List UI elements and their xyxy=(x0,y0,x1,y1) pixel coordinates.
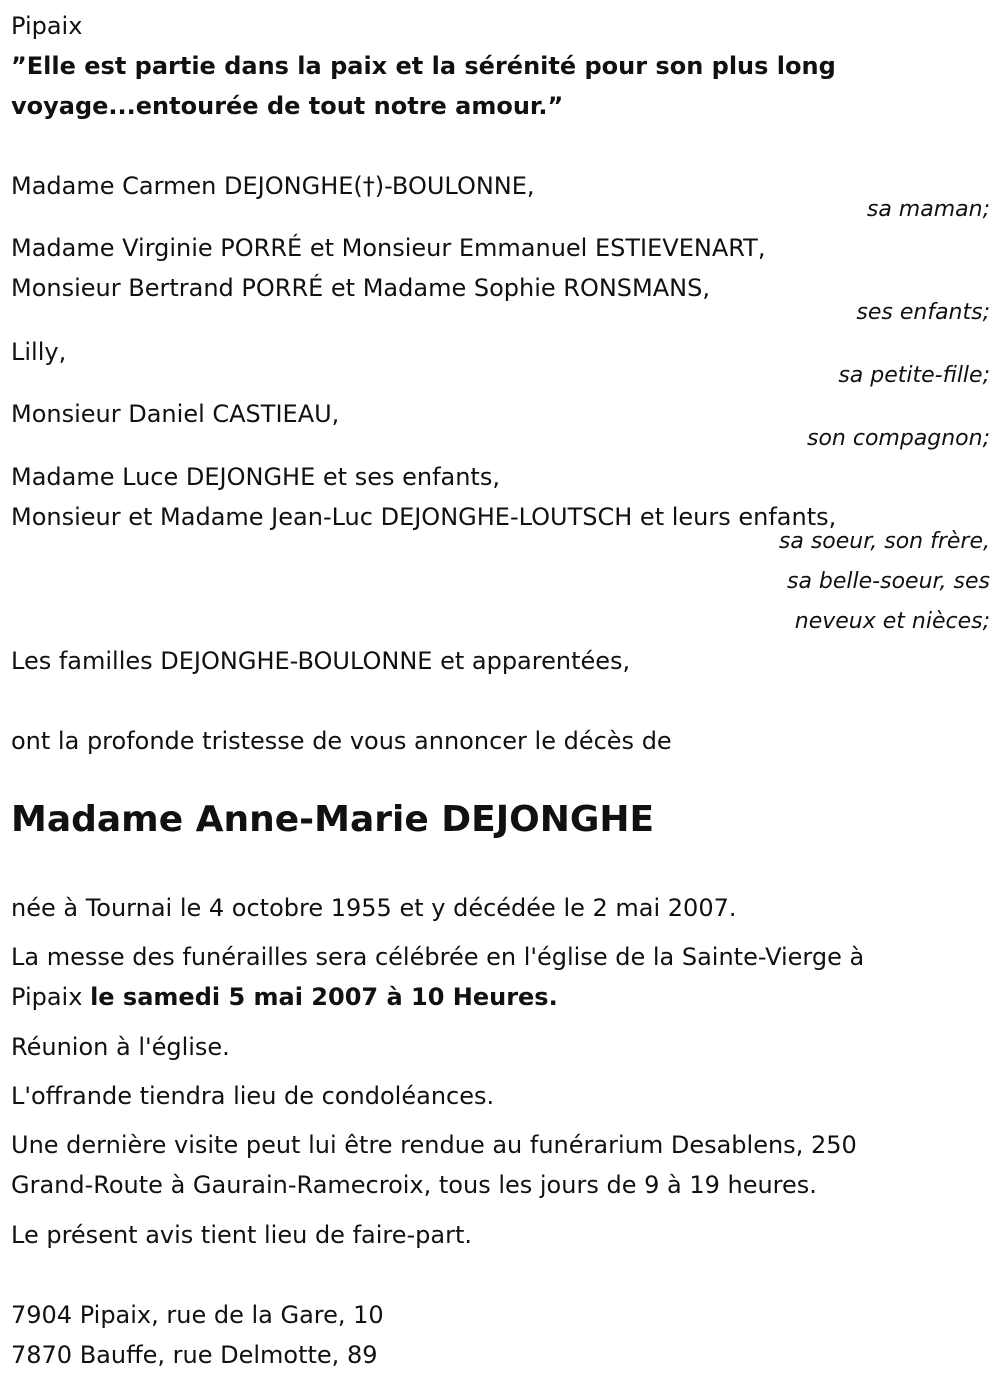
announcement: ont la profonde tristesse de vous annoncer le décès de xyxy=(11,727,672,755)
deceased-name: Madame Anne-Marie DEJONGHE xyxy=(11,799,655,840)
family-member-line: Lilly, xyxy=(11,338,67,366)
address-line: 7904 Pipaix, rue de la Gare, 10 xyxy=(11,1301,384,1329)
mass-place: Pipaix xyxy=(11,983,91,1011)
relation-label: sa maman; xyxy=(866,197,990,222)
offering-info: L'offrande tiendra lieu de condoléances. xyxy=(11,1082,495,1110)
visit-info-line-2: Grand-Route à Gaurain-Ramecroix, tous les jours de 9 à 19 heures. xyxy=(11,1171,817,1199)
family-member-line: Madame Luce DEJONGHE et ses enfants, xyxy=(11,463,500,491)
notice-info: Le présent avis tient lieu de faire-part. xyxy=(11,1221,473,1249)
meeting-info: Réunion à l'église. xyxy=(11,1033,230,1061)
relation-label: sa belle-soeur, ses xyxy=(786,569,990,594)
quote-line-1: ”Elle est partie dans la paix et la sérénité pour son plus long xyxy=(11,52,836,80)
quote-line-2: voyage...entourée de tout notre amour.” xyxy=(11,92,564,120)
relation-label: sa soeur, son frère, xyxy=(778,529,990,554)
visit-info-line-1: Une dernière visite peut lui être rendue au funérarium Desablens, 250 xyxy=(11,1131,857,1159)
relation-label: ses enfants; xyxy=(856,300,990,325)
family-member-line: Monsieur Bertrand PORRÉ et Madame Sophie RONSMANS, xyxy=(11,274,710,302)
mass-date-time: le samedi 5 mai 2007 à 10 Heures. xyxy=(90,983,558,1011)
family-member-line: Madame Carmen DEJONGHE(†)-BOULONNE, xyxy=(11,172,535,200)
birth-death-info: née à Tournai le 4 octobre 1955 et y décédée le 2 mai 2007. xyxy=(11,894,737,922)
family-member-line: Monsieur et Madame Jean-Luc DEJONGHE-LOUTSCH et leurs enfants, xyxy=(11,503,837,531)
family-member-line: Madame Virginie PORRÉ et Monsieur Emmanuel ESTIEVENART, xyxy=(11,234,766,262)
mass-info-line-1: La messe des funérailles sera célébrée en l'église de la Sainte-Vierge à xyxy=(11,943,865,971)
place-heading: Pipaix xyxy=(11,12,83,40)
relation-label: son compagnon; xyxy=(806,426,990,451)
relation-label: neveux et nièces; xyxy=(794,609,990,634)
family-member-line: Les familles DEJONGHE-BOULONNE et apparentées, xyxy=(11,647,631,675)
address-line: 7870 Bauffe, rue Delmotte, 89 xyxy=(11,1341,378,1369)
mass-info-line-2 xyxy=(11,985,558,1009)
family-member-line: Monsieur Daniel CASTIEAU, xyxy=(11,400,340,428)
relation-label: sa petite-fille; xyxy=(838,363,990,388)
